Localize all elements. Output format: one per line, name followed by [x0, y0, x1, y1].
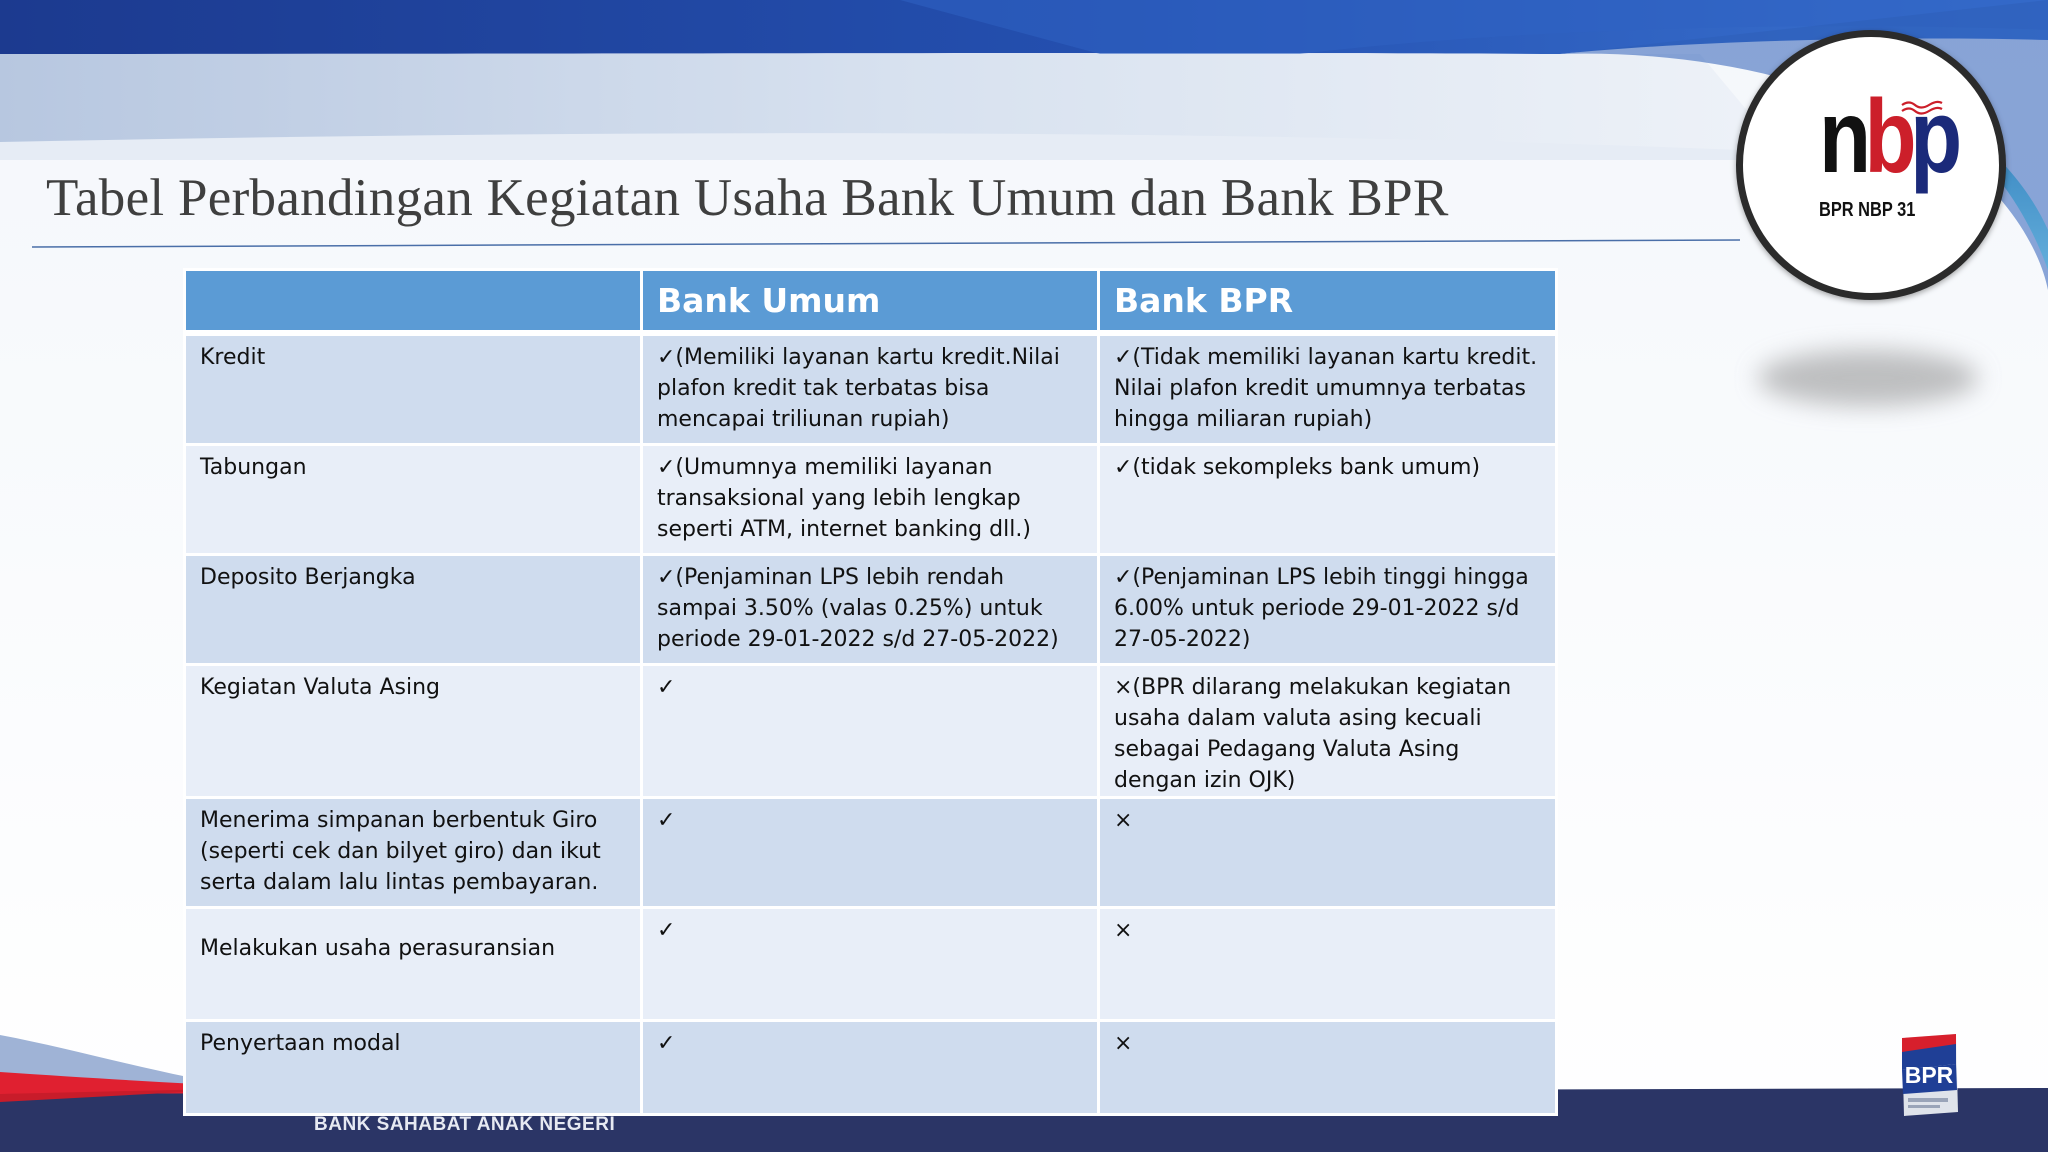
bpr-badge-label: BPR [1904, 1062, 1954, 1088]
bank-umum-cell: ✓ [642, 798, 1099, 908]
header-bank-umum: Bank Umum [642, 270, 1099, 334]
table-row [185, 798, 1557, 908]
bank-umum-cell: ✓ [642, 908, 1099, 1021]
bank-bpr-cell: ✓(tidak sekompleks bank umum) [1099, 445, 1557, 555]
table-row [185, 445, 1557, 555]
bank-umum-cell: ✓(Umumnya memiliki layanan transaksional yang lebih lengkap seperti ATM, internet banking dll.) [642, 445, 1099, 555]
table-row [185, 1021, 1557, 1115]
row-label: Penyertaan modal [185, 1021, 642, 1115]
bank-umum-cell: ✓(Memiliki layanan kartu kredit.Nilai plafon kredit tak terbatas bisa mencapai triliunan rupiah) [642, 333, 1099, 445]
bank-umum-cell: ✓ [642, 665, 1099, 798]
bank-bpr-cell: ×(BPR dilarang melakukan kegiatan usaha dalam valuta asing kecuali sebagai Pedagang Valuta Asing dengan izin OJK) [1099, 665, 1557, 798]
header-bank-bpr: Bank BPR [1099, 270, 1557, 334]
bank-bpr-cell: × [1099, 1021, 1557, 1115]
slide-title: Tabel Perbandingan Kegiatan Usaha Bank Umum dan Bank BPR [46, 169, 1449, 227]
logo-shadow [1758, 350, 1978, 406]
bank-bpr-cell: × [1099, 798, 1557, 908]
table-row [185, 908, 1557, 1021]
nbp-logo [1736, 30, 2006, 300]
logo-letter-n: n [1819, 79, 1865, 195]
row-label: Kegiatan Valuta Asing [185, 665, 642, 798]
bank-umum-cell: ✓(Penjaminan LPS lebih rendah sampai 3.50% (valas 0.25%) untuk periode 29-01-2022 s/d 27-05-2022) [642, 555, 1099, 665]
row-label: Tabungan [185, 445, 642, 555]
table-row [185, 333, 1557, 445]
table-row [185, 665, 1557, 798]
comparison-table [183, 268, 1558, 1116]
row-label: Kredit [185, 333, 642, 445]
footer-tagline: BANK SAHABAT ANAK NEGERI [314, 1114, 616, 1135]
row-label: Melakukan usaha perasuransian [185, 908, 642, 1021]
table-row [185, 555, 1557, 665]
logo-letter-p: p [1910, 79, 1956, 195]
row-label: Deposito Berjangka [185, 555, 642, 665]
header-empty [185, 270, 642, 334]
logo-wave-icon [1901, 99, 1943, 115]
bank-bpr-cell: ✓(Tidak memiliki layanan kartu kredit. Nilai plafon kredit umumnya terbatas hingga miliaran rupiah) [1099, 333, 1557, 445]
logo-subtitle: BPR NBP 31 [1819, 199, 1916, 221]
logo-letter-b: b [1864, 79, 1911, 195]
table-header-row [185, 270, 1557, 334]
comparison-table-container [183, 268, 1558, 1116]
row-label: Menerima simpanan berbentuk Giro (seperti cek dan bilyet giro) dan ikut serta dalam lalu lintas pembayaran. [185, 798, 642, 908]
bank-umum-cell: ✓ [642, 1021, 1099, 1115]
bank-bpr-cell: ✓(Penjaminan LPS lebih tinggi hingga 6.00% untuk periode 29-01-2022 s/d 27-05-2022) [1099, 555, 1557, 665]
bank-bpr-cell: × [1099, 908, 1557, 1021]
